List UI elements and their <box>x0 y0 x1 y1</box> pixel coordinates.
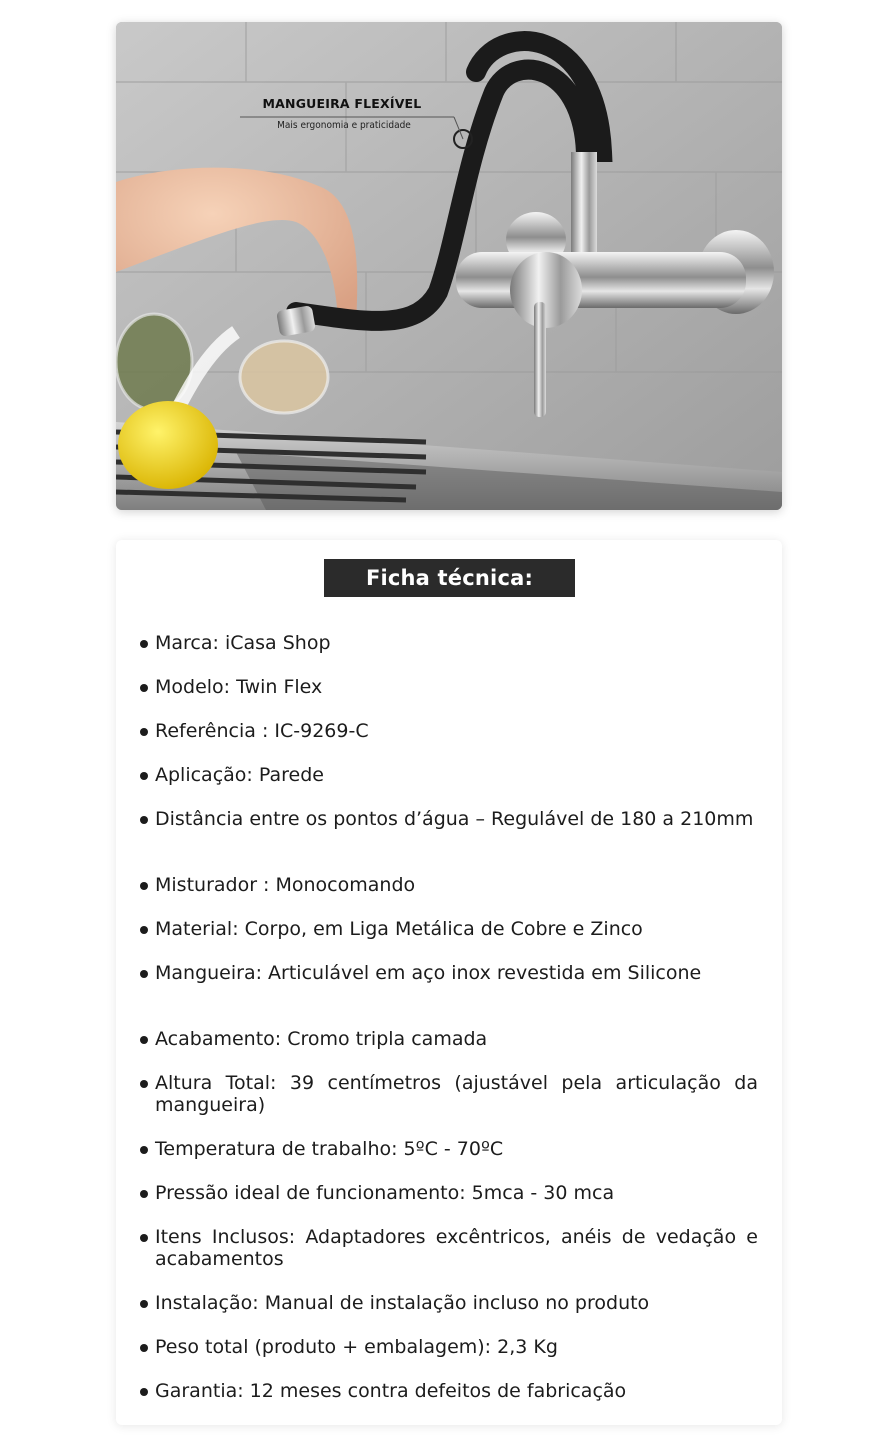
spec-card <box>116 540 782 1425</box>
spec-item-text: Referência : IC-9269-C <box>155 720 369 742</box>
bullet-icon <box>140 1146 148 1154</box>
spec-item-temperature <box>138 1138 758 1160</box>
spec-item-weight <box>138 1336 758 1358</box>
spec-item-text: Mangueira: Articulável em aço inox revestida em Silicone <box>155 962 702 984</box>
spec-item-warranty <box>138 1380 758 1402</box>
spec-item-included <box>138 1226 758 1270</box>
bullet-icon <box>140 970 148 978</box>
bullet-icon <box>140 1036 148 1044</box>
spec-item-reference <box>138 720 758 742</box>
bullet-icon <box>140 1234 148 1242</box>
spec-item-text: Instalação: Manual de instalação incluso no produto <box>155 1292 650 1314</box>
bullet-icon <box>140 1344 148 1352</box>
faucet-photo <box>116 22 782 510</box>
bullet-icon <box>140 1190 148 1198</box>
bullet-icon <box>140 1300 148 1308</box>
spec-item-hose <box>138 962 758 984</box>
spec-item-text: Material: Corpo, em Liga Metálica de Cobre e Zinco <box>155 918 643 940</box>
callout-title: MANGUEIRA FLEXÍVEL <box>262 96 422 111</box>
bullet-icon <box>140 1080 148 1088</box>
spec-item-pressure <box>138 1182 758 1204</box>
spec-item-text: Garantia: 12 meses contra defeitos de fabricação <box>155 1380 627 1402</box>
spec-item-text: Pressão ideal de funcionamento: 5mca - 30 mca <box>155 1182 615 1204</box>
spec-item-text: Peso total (produto + embalagem): 2,3 Kg <box>155 1336 558 1358</box>
spec-item-installation <box>138 1292 758 1314</box>
bullet-icon <box>140 772 148 780</box>
spec-item-text: Acabamento: Cromo tripla camada <box>155 1028 488 1050</box>
spec-item-text: Temperatura de trabalho: 5ºC - 70ºC <box>155 1138 504 1160</box>
spec-item-height <box>138 1072 758 1116</box>
spec-item-text: Modelo: Twin Flex <box>155 676 323 698</box>
spec-item-application <box>138 764 758 786</box>
bullet-icon <box>140 728 148 736</box>
bullet-icon <box>140 816 148 824</box>
spec-item-material <box>138 918 758 940</box>
spec-title: Ficha técnica: <box>324 559 575 597</box>
bullet-icon <box>140 640 148 648</box>
spec-item-model <box>138 676 758 698</box>
spec-item-text: Altura Total: 39 centímetros (ajustável pela articulação da mangueira) <box>155 1072 758 1116</box>
spec-item-brand <box>138 632 758 654</box>
spec-item-text: Marca: iCasa Shop <box>155 632 331 654</box>
spec-item-text: Distância entre os pontos d’água – Regulável de 180 a 210mm <box>155 808 754 830</box>
spec-item-text: Itens Inclusos: Adaptadores excêntricos, anéis de vedação e acabamentos <box>155 1226 758 1270</box>
spec-item-text: Misturador : Monocomando <box>155 874 416 896</box>
bullet-icon <box>140 926 148 934</box>
product-image <box>116 22 782 510</box>
bullet-icon <box>140 1388 148 1396</box>
bullet-icon <box>140 684 148 692</box>
spec-item-distance <box>138 808 758 830</box>
spec-item-text: Aplicação: Parede <box>155 764 324 786</box>
bullet-icon <box>140 882 148 890</box>
spec-item-finish <box>138 1028 758 1050</box>
callout-subtitle: Mais ergonomia e praticidade <box>277 120 411 131</box>
spec-item-mixer <box>138 874 758 896</box>
